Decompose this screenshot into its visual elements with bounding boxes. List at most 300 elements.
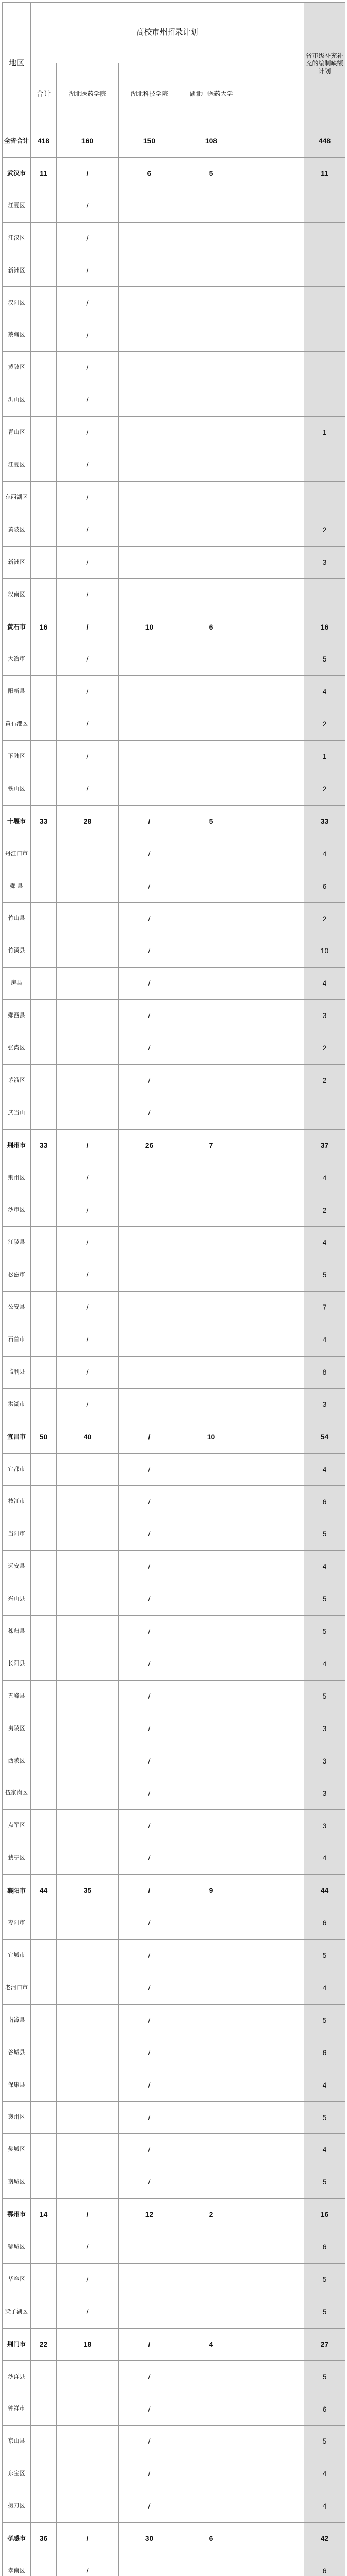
- city-row: [3, 1129, 345, 1162]
- extra-cell: [242, 255, 304, 287]
- area-name-cell: 荆门市: [3, 2328, 31, 2361]
- school-3-cell: [180, 287, 242, 319]
- total-cell: [31, 2069, 57, 2102]
- school-3-cell: [180, 773, 242, 805]
- area-name-cell: 竹山县: [3, 903, 31, 935]
- supplementary-cell: 5: [304, 1615, 345, 1648]
- school-1-cell: [57, 1777, 119, 1810]
- district-row: [3, 2134, 345, 2166]
- area-name-cell: 襄阳市: [3, 1875, 31, 1907]
- extra-cell: [242, 2199, 304, 2231]
- school-2-cell: [119, 708, 180, 741]
- school-1-cell: [57, 1453, 119, 1486]
- area-name-cell: 大冶市: [3, 643, 31, 676]
- extra-cell: [242, 481, 304, 514]
- supplementary-cell: [304, 255, 345, 287]
- extra-cell: [242, 968, 304, 1000]
- area-name-cell: 阳新县: [3, 676, 31, 708]
- supplementary-cell: 3: [304, 1000, 345, 1032]
- extra-cell: [242, 805, 304, 838]
- total-cell: [31, 287, 57, 319]
- school-2-cell: [119, 190, 180, 222]
- school-3-cell: [180, 1097, 242, 1129]
- extra-cell: [242, 2522, 304, 2555]
- school-1-cell: /: [57, 1292, 119, 1324]
- school-3-cell: [180, 2263, 242, 2296]
- area-name-cell: 新洲区: [3, 546, 31, 579]
- total-cell: [31, 1745, 57, 1777]
- supplementary-cell: 5: [304, 2004, 345, 2037]
- supplementary-cell: 3: [304, 1745, 345, 1777]
- school-3-cell: [180, 1000, 242, 1032]
- district-row: [3, 1777, 345, 1810]
- supplementary-cell: 3: [304, 546, 345, 579]
- school-1-cell: /: [57, 1356, 119, 1388]
- supplementary-cell: 2: [304, 773, 345, 805]
- school-2-cell: /: [119, 1972, 180, 2004]
- district-row: [3, 1388, 345, 1421]
- school-1-cell: /: [57, 1388, 119, 1421]
- area-name-cell: 宜昌市: [3, 1421, 31, 1453]
- school-2-cell: /: [119, 1713, 180, 1745]
- school-2-cell: /: [119, 2458, 180, 2490]
- school-3-cell: [180, 1194, 242, 1227]
- total-cell: 22: [31, 2328, 57, 2361]
- extra-column-header: [242, 63, 304, 125]
- total-cell: [31, 319, 57, 352]
- supplementary-cell: 5: [304, 2166, 345, 2199]
- extra-cell: [242, 2134, 304, 2166]
- area-name-cell: 沙市区: [3, 1194, 31, 1227]
- supplementary-cell: [304, 352, 345, 384]
- total-cell: [31, 1162, 57, 1194]
- extra-cell: [242, 2263, 304, 2296]
- school-2-cell: [119, 1194, 180, 1227]
- supplementary-cell: 4: [304, 1648, 345, 1680]
- supplementary-cell: [304, 190, 345, 222]
- extra-cell: [242, 1000, 304, 1032]
- area-name-cell: 洪山区: [3, 384, 31, 417]
- extra-cell: [242, 1842, 304, 1875]
- school-1-cell: /: [57, 1259, 119, 1292]
- area-name-cell: 下陆区: [3, 740, 31, 773]
- district-row: [3, 417, 345, 449]
- supplementary-cell: 6: [304, 1907, 345, 1939]
- school-3-cell: [180, 481, 242, 514]
- supplementary-cell: [304, 1097, 345, 1129]
- area-name-cell: 公安县: [3, 1292, 31, 1324]
- total-cell: [31, 1227, 57, 1259]
- extra-cell: [242, 1907, 304, 1939]
- school-1-cell: /: [57, 2555, 119, 2576]
- district-row: [3, 1583, 345, 1616]
- district-row: [3, 2004, 345, 2037]
- school-1-cell: /: [57, 1129, 119, 1162]
- district-row: [3, 1615, 345, 1648]
- school-2-cell: [119, 514, 180, 546]
- school-3-cell: 2: [180, 2199, 242, 2231]
- district-row: [3, 2231, 345, 2263]
- total-cell: [31, 1000, 57, 1032]
- school-1-cell: 18: [57, 2328, 119, 2361]
- total-cell: [31, 1292, 57, 1324]
- district-row: [3, 643, 345, 676]
- school-2-cell: [119, 676, 180, 708]
- school-2-cell: /: [119, 935, 180, 968]
- total-cell: [31, 449, 57, 481]
- extra-cell: [242, 1648, 304, 1680]
- supplementary-cell: 5: [304, 2361, 345, 2393]
- school-1-cell: /: [57, 449, 119, 481]
- supplementary-cell: 4: [304, 968, 345, 1000]
- city-row: [3, 2199, 345, 2231]
- supplementary-cell: [304, 384, 345, 417]
- school-2-cell: [119, 1162, 180, 1194]
- school-3-cell: [180, 2490, 242, 2523]
- total-cell: [31, 1388, 57, 1421]
- extra-cell: [242, 1486, 304, 1518]
- district-row: [3, 1810, 345, 1842]
- school-1-cell: /: [57, 579, 119, 611]
- school-1-cell: [57, 2426, 119, 2458]
- supplementary-cell: 6: [304, 2037, 345, 2069]
- school-3-cell: [180, 1388, 242, 1421]
- district-row: [3, 740, 345, 773]
- total-cell: 33: [31, 805, 57, 838]
- supplementary-cell: 6: [304, 2231, 345, 2263]
- district-row: [3, 1194, 345, 1227]
- school-2-cell: [119, 1356, 180, 1388]
- supplementary-cell: 5: [304, 1939, 345, 1972]
- city-row: [3, 2328, 345, 2361]
- district-row: [3, 546, 345, 579]
- area-name-cell: 房县: [3, 968, 31, 1000]
- extra-cell: [242, 1453, 304, 1486]
- school-1-cell: [57, 1680, 119, 1713]
- total-cell: [31, 1194, 57, 1227]
- school-2-cell: /: [119, 1907, 180, 1939]
- extra-cell: [242, 2296, 304, 2328]
- supplementary-cell: 4: [304, 1551, 345, 1583]
- school-1-cell: /: [57, 1324, 119, 1356]
- area-name-cell: 武汉市: [3, 157, 31, 190]
- school-3-cell: [180, 2166, 242, 2199]
- area-name-cell: 郧西县: [3, 1000, 31, 1032]
- district-row: [3, 190, 345, 222]
- school-2-cell: /: [119, 1680, 180, 1713]
- total-cell: [31, 2426, 57, 2458]
- school-1-cell: [57, 2458, 119, 2490]
- supplementary-cell: [304, 287, 345, 319]
- area-name-cell: 伍家岗区: [3, 1777, 31, 1810]
- school-2-cell: [119, 1324, 180, 1356]
- supplementary-cell: 42: [304, 2522, 345, 2555]
- school-3-cell: [180, 319, 242, 352]
- total-cell: [31, 384, 57, 417]
- school-3-cell: [180, 1972, 242, 2004]
- school-2-cell: /: [119, 2490, 180, 2523]
- district-row: [3, 1680, 345, 1713]
- district-row: [3, 870, 345, 903]
- total-cell: [31, 1615, 57, 1648]
- school-1-cell: [57, 1648, 119, 1680]
- school-3-cell: 5: [180, 157, 242, 190]
- school-1-cell: /: [57, 2263, 119, 2296]
- school-1-cell: /: [57, 740, 119, 773]
- extra-cell: [242, 2393, 304, 2426]
- supplementary-cell: 33: [304, 805, 345, 838]
- school-3-cell: [180, 1518, 242, 1551]
- supplementary-cell: 2: [304, 1032, 345, 1064]
- extra-cell: [242, 190, 304, 222]
- school-1-cell: /: [57, 514, 119, 546]
- school-1-cell: [57, 968, 119, 1000]
- supplementary-cell: [304, 481, 345, 514]
- total-cell: [31, 643, 57, 676]
- total-cell: [31, 1324, 57, 1356]
- area-name-cell: 东西湖区: [3, 481, 31, 514]
- total-cell: [31, 2004, 57, 2037]
- school-2-cell: 30: [119, 2522, 180, 2555]
- district-row: [3, 2361, 345, 2393]
- supplementary-cell: 1: [304, 417, 345, 449]
- area-name-cell: 茅箭区: [3, 1064, 31, 1097]
- district-row: [3, 352, 345, 384]
- total-cell: [31, 2361, 57, 2393]
- extra-cell: [242, 740, 304, 773]
- extra-cell: [242, 1810, 304, 1842]
- school-2-cell: /: [119, 2426, 180, 2458]
- extra-cell: [242, 2004, 304, 2037]
- school-3-cell: [180, 1907, 242, 1939]
- district-row: [3, 1745, 345, 1777]
- school-3-cell: [180, 1227, 242, 1259]
- school-2-cell: [119, 417, 180, 449]
- district-row: [3, 2263, 345, 2296]
- total-cell: 16: [31, 611, 57, 643]
- school-3-cell: [180, 417, 242, 449]
- supplementary-cell: 6: [304, 870, 345, 903]
- school-1-cell: /: [57, 2522, 119, 2555]
- school-3-cell: [180, 2458, 242, 2490]
- area-name-cell: 宜都市: [3, 1453, 31, 1486]
- total-cell: 50: [31, 1421, 57, 1453]
- school-2-cell: /: [119, 903, 180, 935]
- supplementary-cell: 4: [304, 2069, 345, 2102]
- school-3-cell: [180, 2134, 242, 2166]
- school-1-cell: [57, 1097, 119, 1129]
- area-name-cell: 东宝区: [3, 2458, 31, 2490]
- supplementary-cell: 16: [304, 2199, 345, 2231]
- supplementary-cell: 5: [304, 1518, 345, 1551]
- school-3-cell: [180, 1064, 242, 1097]
- area-name-cell: 监利县: [3, 1356, 31, 1388]
- school-2-cell: /: [119, 1615, 180, 1648]
- extra-cell: [242, 1032, 304, 1064]
- school-2-cell: 150: [119, 125, 180, 158]
- school-2-cell: [119, 481, 180, 514]
- school-2-cell: /: [119, 2328, 180, 2361]
- school-1-cell: /: [57, 611, 119, 643]
- supplementary-cell: 5: [304, 2426, 345, 2458]
- supplementary-cell: 4: [304, 838, 345, 870]
- area-name-cell: 掇刀区: [3, 2490, 31, 2523]
- area-name-cell: 铁山区: [3, 773, 31, 805]
- supplementary-cell: 16: [304, 611, 345, 643]
- school-1-cell: /: [57, 352, 119, 384]
- area-name-cell: 张湾区: [3, 1032, 31, 1064]
- total-cell: [31, 2393, 57, 2426]
- school-3-cell: [180, 546, 242, 579]
- supplementary-cell: 3: [304, 1388, 345, 1421]
- school-1-cell: /: [57, 773, 119, 805]
- table-header: [3, 3, 345, 125]
- school-1-cell: [57, 1064, 119, 1097]
- school-1-cell: [57, 2004, 119, 2037]
- school-3-cell: [180, 352, 242, 384]
- supplementary-cell: 4: [304, 1162, 345, 1194]
- total-cell: [31, 2134, 57, 2166]
- extra-cell: [242, 2231, 304, 2263]
- school-1-cell: /: [57, 287, 119, 319]
- table-body: [3, 125, 345, 2576]
- extra-cell: [242, 514, 304, 546]
- city-row: [3, 1421, 345, 1453]
- area-name-cell: 黄陂区: [3, 352, 31, 384]
- supplementary-cell: 37: [304, 1129, 345, 1162]
- extra-cell: [242, 773, 304, 805]
- school-2-cell: /: [119, 1486, 180, 1518]
- total-cell: [31, 1680, 57, 1713]
- district-row: [3, 2296, 345, 2328]
- school-2-cell: /: [119, 1421, 180, 1453]
- area-name-cell: 枣阳市: [3, 1907, 31, 1939]
- school-2-cell: /: [119, 2102, 180, 2134]
- total-cell: [31, 255, 57, 287]
- extra-cell: [242, 1518, 304, 1551]
- school-3-cell: 4: [180, 2328, 242, 2361]
- school-1-cell: [57, 2069, 119, 2102]
- total-cell: [31, 1453, 57, 1486]
- extra-cell: [242, 2361, 304, 2393]
- school-1-cell: /: [57, 2296, 119, 2328]
- extra-cell: [242, 611, 304, 643]
- school-3-cell: [180, 579, 242, 611]
- extra-cell: [242, 1097, 304, 1129]
- school-1-cell: [57, 1000, 119, 1032]
- school-2-cell: /: [119, 870, 180, 903]
- extra-cell: [242, 1680, 304, 1713]
- area-name-cell: 保康县: [3, 2069, 31, 2102]
- school-3-cell: [180, 190, 242, 222]
- extra-cell: [242, 643, 304, 676]
- total-cell: [31, 417, 57, 449]
- school-1-cell: [57, 1810, 119, 1842]
- school-3-cell: [180, 1583, 242, 1616]
- area-name-cell: 郧 县: [3, 870, 31, 903]
- school-2-cell: /: [119, 1064, 180, 1097]
- school-1-cell: [57, 2393, 119, 2426]
- area-name-cell: 青山区: [3, 417, 31, 449]
- school-3-cell: [180, 903, 242, 935]
- extra-cell: [242, 2426, 304, 2458]
- school-3-cell: [180, 222, 242, 255]
- district-row: [3, 1000, 345, 1032]
- area-header: 地区: [3, 3, 31, 125]
- extra-cell: [242, 417, 304, 449]
- extra-cell: [242, 319, 304, 352]
- district-row: [3, 2037, 345, 2069]
- district-row: [3, 1939, 345, 1972]
- school-1-cell: [57, 1583, 119, 1616]
- extra-cell: [242, 1162, 304, 1194]
- district-row: [3, 1713, 345, 1745]
- extra-cell: [242, 1356, 304, 1388]
- school-1-cell: [57, 1972, 119, 2004]
- school-2-cell: /: [119, 2361, 180, 2393]
- district-row: [3, 968, 345, 1000]
- school-3-cell: [180, 1162, 242, 1194]
- school-1-cell: [57, 2102, 119, 2134]
- extra-cell: [242, 1324, 304, 1356]
- supplementary-cell: 5: [304, 643, 345, 676]
- area-name-cell: 江陵县: [3, 1227, 31, 1259]
- plan-group-header: 高校市州招录计划: [31, 3, 304, 63]
- district-row: [3, 1907, 345, 1939]
- school-3-cell: [180, 740, 242, 773]
- area-name-cell: 当阳市: [3, 1518, 31, 1551]
- area-name-cell: 汉南区: [3, 579, 31, 611]
- school-3-cell: [180, 1356, 242, 1388]
- school-2-cell: /: [119, 1453, 180, 1486]
- total-cell: [31, 2231, 57, 2263]
- school-3-cell: [180, 1810, 242, 1842]
- total-cell: [31, 2037, 57, 2069]
- school-2-cell: [119, 1388, 180, 1421]
- extra-cell: [242, 125, 304, 158]
- area-name-cell: 汉阳区: [3, 287, 31, 319]
- supplementary-cell: 3: [304, 1810, 345, 1842]
- district-row: [3, 773, 345, 805]
- school-2-cell: /: [119, 1648, 180, 1680]
- school-3-cell: [180, 2296, 242, 2328]
- total-cell: 11: [31, 157, 57, 190]
- school-3-cell: [180, 2231, 242, 2263]
- area-name-cell: 黄石市: [3, 611, 31, 643]
- district-row: [3, 1972, 345, 2004]
- school-2-cell: /: [119, 1032, 180, 1064]
- recruitment-plan-table: [2, 2, 345, 2576]
- district-row: [3, 1032, 345, 1064]
- city-row: [3, 157, 345, 190]
- district-row: [3, 903, 345, 935]
- area-name-cell: 洪湖市: [3, 1388, 31, 1421]
- district-row: [3, 1162, 345, 1194]
- total-cell: [31, 1648, 57, 1680]
- school-1-cell: /: [57, 708, 119, 741]
- school-2-cell: [119, 1292, 180, 1324]
- total-cell: [31, 1064, 57, 1097]
- extra-cell: [242, 903, 304, 935]
- school-3-cell: 5: [180, 805, 242, 838]
- extra-cell: [242, 2490, 304, 2523]
- supplementary-plan-header: 省市级补充补充的编制缺额计划: [304, 3, 345, 125]
- school-1-cell: [57, 903, 119, 935]
- extra-cell: [242, 1421, 304, 1453]
- school-1-cell: /: [57, 157, 119, 190]
- school-2-cell: /: [119, 1097, 180, 1129]
- school-2-cell: [119, 2296, 180, 2328]
